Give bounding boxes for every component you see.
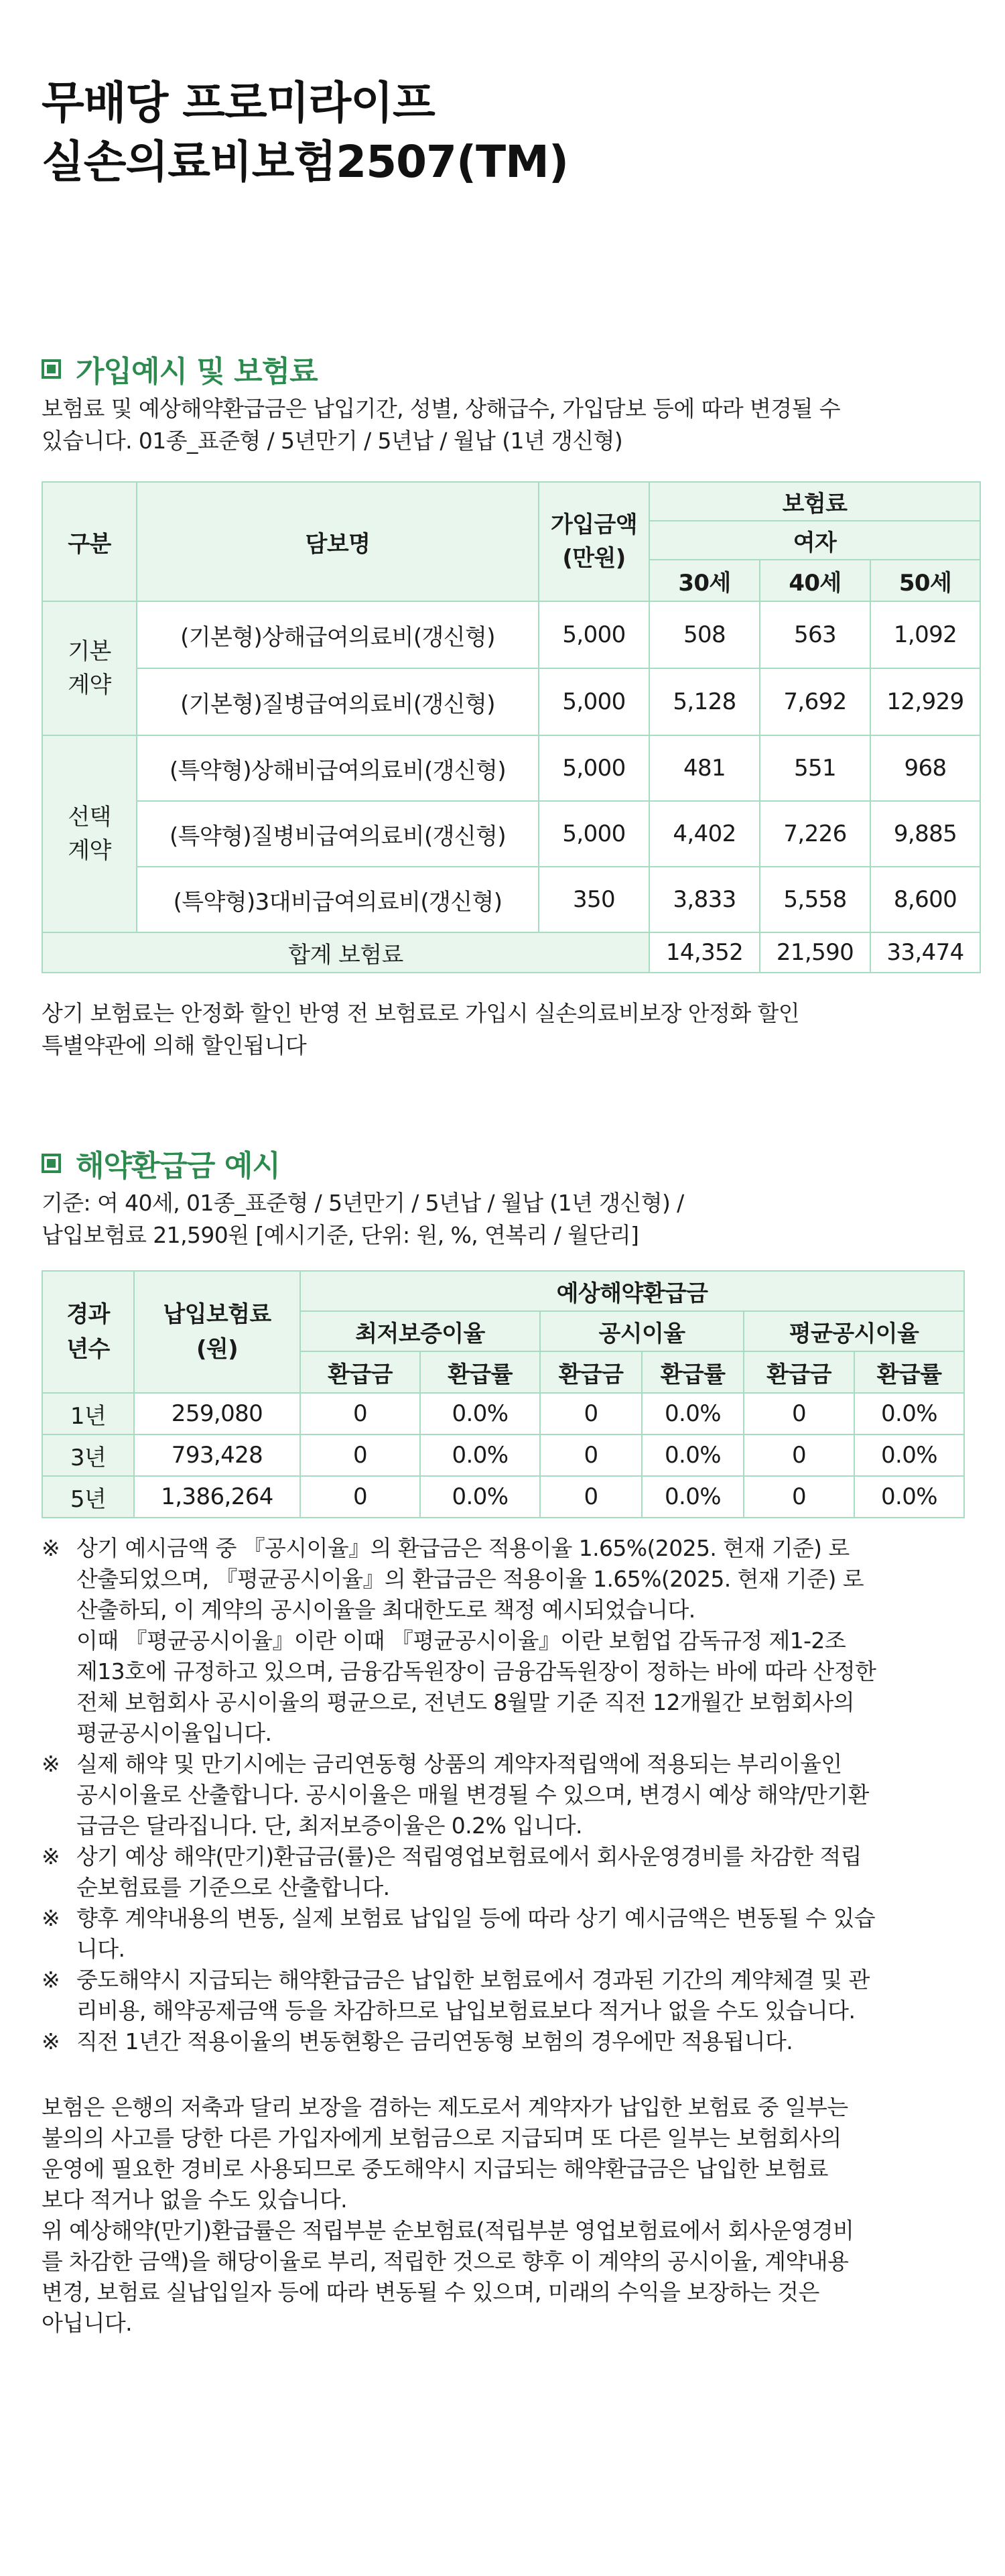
premium-value: 4,402 [649, 801, 760, 867]
header-age: 40세 [760, 560, 870, 601]
table-row [42, 735, 980, 801]
note-item [42, 1533, 963, 1749]
closing-line: 보다 적거나 없을 수도 있습니다. [42, 2187, 348, 2213]
note-line: 산출되었으며, 『평균공시이율』의 환급금은 적용이율 1.65%(2025. 현재 기준) 로 [76, 1566, 864, 1592]
coverage-amount: 5,000 [539, 735, 649, 801]
table-row [42, 867, 980, 932]
refund-value: 0 [744, 1434, 854, 1476]
premium-value: 7,226 [760, 801, 870, 867]
note-line: 평균공시이율입니다. [76, 1720, 272, 1746]
refund-rate: 0.0% [854, 1434, 964, 1476]
closing-line: 운영에 필요한 경비로 사용되므로 중도해약시 지급되는 해약환급금은 납입한 보험료 [42, 2156, 828, 2182]
coverage-amount: 5,000 [539, 668, 649, 735]
section-title: 해약환급금 예시 [76, 1149, 280, 1183]
header-paid-line: (원) [196, 1336, 239, 1363]
note-mark: ※ [42, 2028, 60, 2054]
refund-value: 0 [744, 1476, 854, 1518]
note-line: 향후 계약내용의 변동, 실제 보험료 납입일 등에 따라 상기 예시금액은 변동될 수 있습 [76, 1905, 876, 1931]
table-row [42, 668, 980, 735]
note-item [42, 1749, 963, 1841]
coverage-amount: 5,000 [539, 601, 649, 668]
header-rate-group: 평균공시이율 [744, 1311, 964, 1351]
header-age: 30세 [649, 560, 760, 601]
intro-line: 기준: 여 40세, 01종_표준형 / 5년만기 / 5년납 / 월납 (1년 갱신형) / [42, 1190, 684, 1216]
refund-value: 0 [300, 1393, 420, 1434]
closing-line: 보험은 은행의 저축과 달리 보장을 겸하는 제도로서 계약자가 납입한 보험료 중 일부는 [42, 2094, 848, 2120]
table-row [42, 1393, 964, 1434]
header-premium: 보험료 [649, 482, 980, 521]
premium-value: 3,833 [649, 867, 760, 932]
premium-value: 481 [649, 735, 760, 801]
refund-rate: 0.0% [420, 1393, 540, 1434]
table-row [42, 801, 980, 867]
coverage-name: (특약형)상해비급여의료비(갱신형) [137, 735, 539, 801]
table-row [42, 601, 980, 668]
group-label [42, 735, 137, 932]
note-mark: ※ [42, 1535, 60, 1561]
header-years [42, 1271, 134, 1393]
header-gender: 여자 [649, 521, 980, 560]
refund-section-heading [42, 1143, 963, 1183]
note-item [42, 1841, 963, 1903]
group-label-line: 계약 [68, 672, 111, 698]
note-line: 순보험료를 기준으로 산출합니다. [76, 1874, 390, 1900]
header-years-line: 년수 [66, 1336, 110, 1363]
header-sub: 환급금 [300, 1351, 420, 1393]
refund-rate: 0.0% [642, 1476, 744, 1518]
refund-rate: 0.0% [854, 1393, 964, 1434]
premium-value: 1,092 [870, 601, 980, 668]
header-sub: 환급금 [744, 1351, 854, 1393]
premium-table [42, 481, 981, 973]
header-sub: 환급금 [540, 1351, 642, 1393]
premium-value: 5,558 [760, 867, 870, 932]
header-rate-group: 공시이율 [540, 1311, 744, 1351]
section-square-icon [42, 1154, 61, 1173]
coverage-amount: 5,000 [539, 801, 649, 867]
total-value: 21,590 [760, 932, 870, 973]
note-line: 제13호에 규정하고 있으며, 금융감독원장이 금융감독원장이 정하는 바에 따라 산정한 [76, 1658, 876, 1684]
header-rate-group: 최저보증이율 [300, 1311, 540, 1351]
closing-line: 변경, 보험료 실납입일자 등에 따라 변동될 수 있으며, 미래의 수익을 보장하는 것은 [42, 2279, 819, 2305]
note-item [42, 1903, 963, 1965]
note-line: 상기 예시금액 중 『공시이율』의 환급금은 적용이율 1.65%(2025. 현재 기준) 로 [76, 1535, 850, 1561]
premium-value: 5,128 [649, 668, 760, 735]
premium-note [42, 997, 963, 1062]
paid-value: 259,080 [134, 1393, 300, 1434]
paid-value: 793,428 [134, 1434, 300, 1476]
note-line: 니다. [76, 1936, 125, 1962]
note-line: 산출하되, 이 계약의 공시이율을 최대한도로 책정 예시되었습니다. [76, 1597, 695, 1623]
note-line: 리비용, 해약공제금액 등을 차감하므로 납입보험료보다 적거나 없을 수도 있습니다. [76, 1998, 856, 2024]
premium-value: 551 [760, 735, 870, 801]
premium-section-heading [42, 349, 963, 389]
note-mark: ※ [42, 1905, 60, 1931]
header-sub: 환급률 [854, 1351, 964, 1393]
refund-value: 0 [300, 1476, 420, 1518]
premium-value: 968 [870, 735, 980, 801]
group-label-line: 계약 [68, 837, 111, 864]
coverage-name: (특약형)질병비급여의료비(갱신형) [137, 801, 539, 867]
premium-value: 563 [760, 601, 870, 668]
refund-value: 0 [744, 1393, 854, 1434]
year-label: 5년 [42, 1476, 134, 1518]
note-line: 특별약관에 의해 할인됩니다 [42, 1032, 307, 1058]
header-amount-line: 가입금액 [551, 511, 637, 538]
refund-rate: 0.0% [642, 1434, 744, 1476]
closing-line: 불의의 사고를 당한 다른 가입자에게 보험금으로 지급되며 또 다른 일부는 보험회사의 [42, 2125, 842, 2151]
note-mark: ※ [42, 1843, 60, 1869]
note-line: 전체 보험회사 공시이율의 평균으로, 전년도 8월말 기준 직전 12개월간 보험회사의 [76, 1689, 854, 1715]
header-years-line: 경과 [66, 1301, 110, 1328]
refund-rate: 0.0% [642, 1393, 744, 1434]
note-line: 급금은 달라집니다. 단, 최저보증이율은 0.2% 입니다. [76, 1813, 582, 1839]
note-item [42, 2026, 963, 2057]
note-item [42, 1965, 963, 2026]
premium-value: 7,692 [760, 668, 870, 735]
total-row [42, 932, 980, 973]
year-label: 3년 [42, 1434, 134, 1476]
coverage-amount: 350 [539, 867, 649, 932]
refund-table [42, 1270, 965, 1518]
intro-line: 보험료 및 예상해약환급금은 납입기간, 성별, 상해급수, 가입담보 등에 따라 변경될 수 [42, 395, 841, 422]
premium-value: 9,885 [870, 801, 980, 867]
header-sub: 환급률 [642, 1351, 744, 1393]
note-mark: ※ [42, 1967, 60, 1993]
total-label: 합계 보험료 [42, 932, 649, 973]
premium-value: 8,600 [870, 867, 980, 932]
coverage-name: (기본형)상해급여의료비(갱신형) [137, 601, 539, 668]
table-row [42, 1434, 964, 1476]
coverage-name: (기본형)질병급여의료비(갱신형) [137, 668, 539, 735]
note-mark: ※ [42, 1751, 60, 1777]
page-title [42, 74, 568, 192]
closing-disclaimer [42, 2092, 963, 2339]
title-line-1: 무배당 프로미라이프 [42, 77, 435, 129]
header-expected: 예상해약환급금 [300, 1271, 964, 1311]
refund-rate: 0.0% [420, 1434, 540, 1476]
refund-intro [42, 1187, 963, 1251]
premium-value: 508 [649, 601, 760, 668]
header-age: 50세 [870, 560, 980, 601]
note-line: 이때 『평균공시이율』이란 이때 『평균공시이율』이란 보험업 감독규정 제1-2조 [76, 1628, 846, 1654]
premium-section [42, 349, 963, 1062]
table-row [42, 1476, 964, 1518]
total-value: 14,352 [649, 932, 760, 973]
header-amount [539, 482, 649, 601]
section-title: 가입예시 및 보험료 [76, 355, 318, 389]
note-line: 직전 1년간 적용이율의 변동현황은 금리연동형 보험의 경우에만 적용됩니다. [76, 2028, 793, 2054]
note-line: 중도해약시 지급되는 해약환급금은 납입한 보험료에서 경과된 기간의 계약체결 및 관 [76, 1967, 870, 1993]
intro-line: 납입보험료 21,590원 [예시기준, 단위: 원, %, 연복리 / 월단리] [42, 1222, 639, 1248]
note-line: 상기 보험료는 안정화 할인 반영 전 보험료로 가입시 실손의료비보장 안정화 할인 [42, 1000, 800, 1026]
premium-intro [42, 393, 963, 457]
title-line-2: 실손의료비보험2507(TM) [42, 136, 569, 188]
refund-value: 0 [540, 1393, 642, 1434]
total-value: 33,474 [870, 932, 980, 973]
refund-value: 0 [540, 1434, 642, 1476]
premium-value: 12,929 [870, 668, 980, 735]
header-paid [134, 1271, 300, 1393]
closing-line: 를 차감한 금액)을 해당이율로 부리, 적립한 것으로 향후 이 계약의 공시이율, 계약내용 [42, 2248, 849, 2274]
refund-value: 0 [540, 1476, 642, 1518]
group-label-line: 선택 [68, 804, 111, 831]
header-coverage: 담보명 [137, 482, 539, 601]
paid-value: 1,386,264 [134, 1476, 300, 1518]
coverage-name: (특약형)3대비급여의료비(갱신형) [137, 867, 539, 932]
closing-line: 위 예상해약(만기)환급률은 적립부분 순보험료(적립부분 영업보험료에서 회사운영경비 [42, 2217, 854, 2244]
header-group: 구분 [42, 482, 137, 601]
note-line: 공시이율로 산출합니다. 공시이율은 매월 변경될 수 있으며, 변경시 예상 해약/만기환 [76, 1782, 869, 1808]
note-line: 상기 예상 해약(만기)환급금(률)은 적립영업보험료에서 회사운영경비를 차감한 적립 [76, 1843, 862, 1869]
header-sub: 환급률 [420, 1351, 540, 1393]
closing-line: 아닙니다. [42, 2310, 133, 2336]
header-paid-line: 납입보험료 [163, 1301, 271, 1328]
intro-line: 있습니다. 01종_표준형 / 5년만기 / 5년납 / 월납 (1년 갱신형) [42, 428, 623, 454]
refund-section [42, 1143, 963, 2339]
group-label [42, 601, 137, 735]
refund-rate: 0.0% [420, 1476, 540, 1518]
refund-rate: 0.0% [854, 1476, 964, 1518]
year-label: 1년 [42, 1393, 134, 1434]
header-amount-line: (만원) [562, 545, 626, 572]
note-line: 실제 해약 및 만기시에는 금리연동형 상품의 계약자적립액에 적용되는 부리이율인 [76, 1751, 842, 1777]
section-square-icon [42, 359, 61, 379]
refund-value: 0 [300, 1434, 420, 1476]
refund-notes [42, 1533, 963, 2057]
group-label-line: 기본 [68, 638, 111, 665]
